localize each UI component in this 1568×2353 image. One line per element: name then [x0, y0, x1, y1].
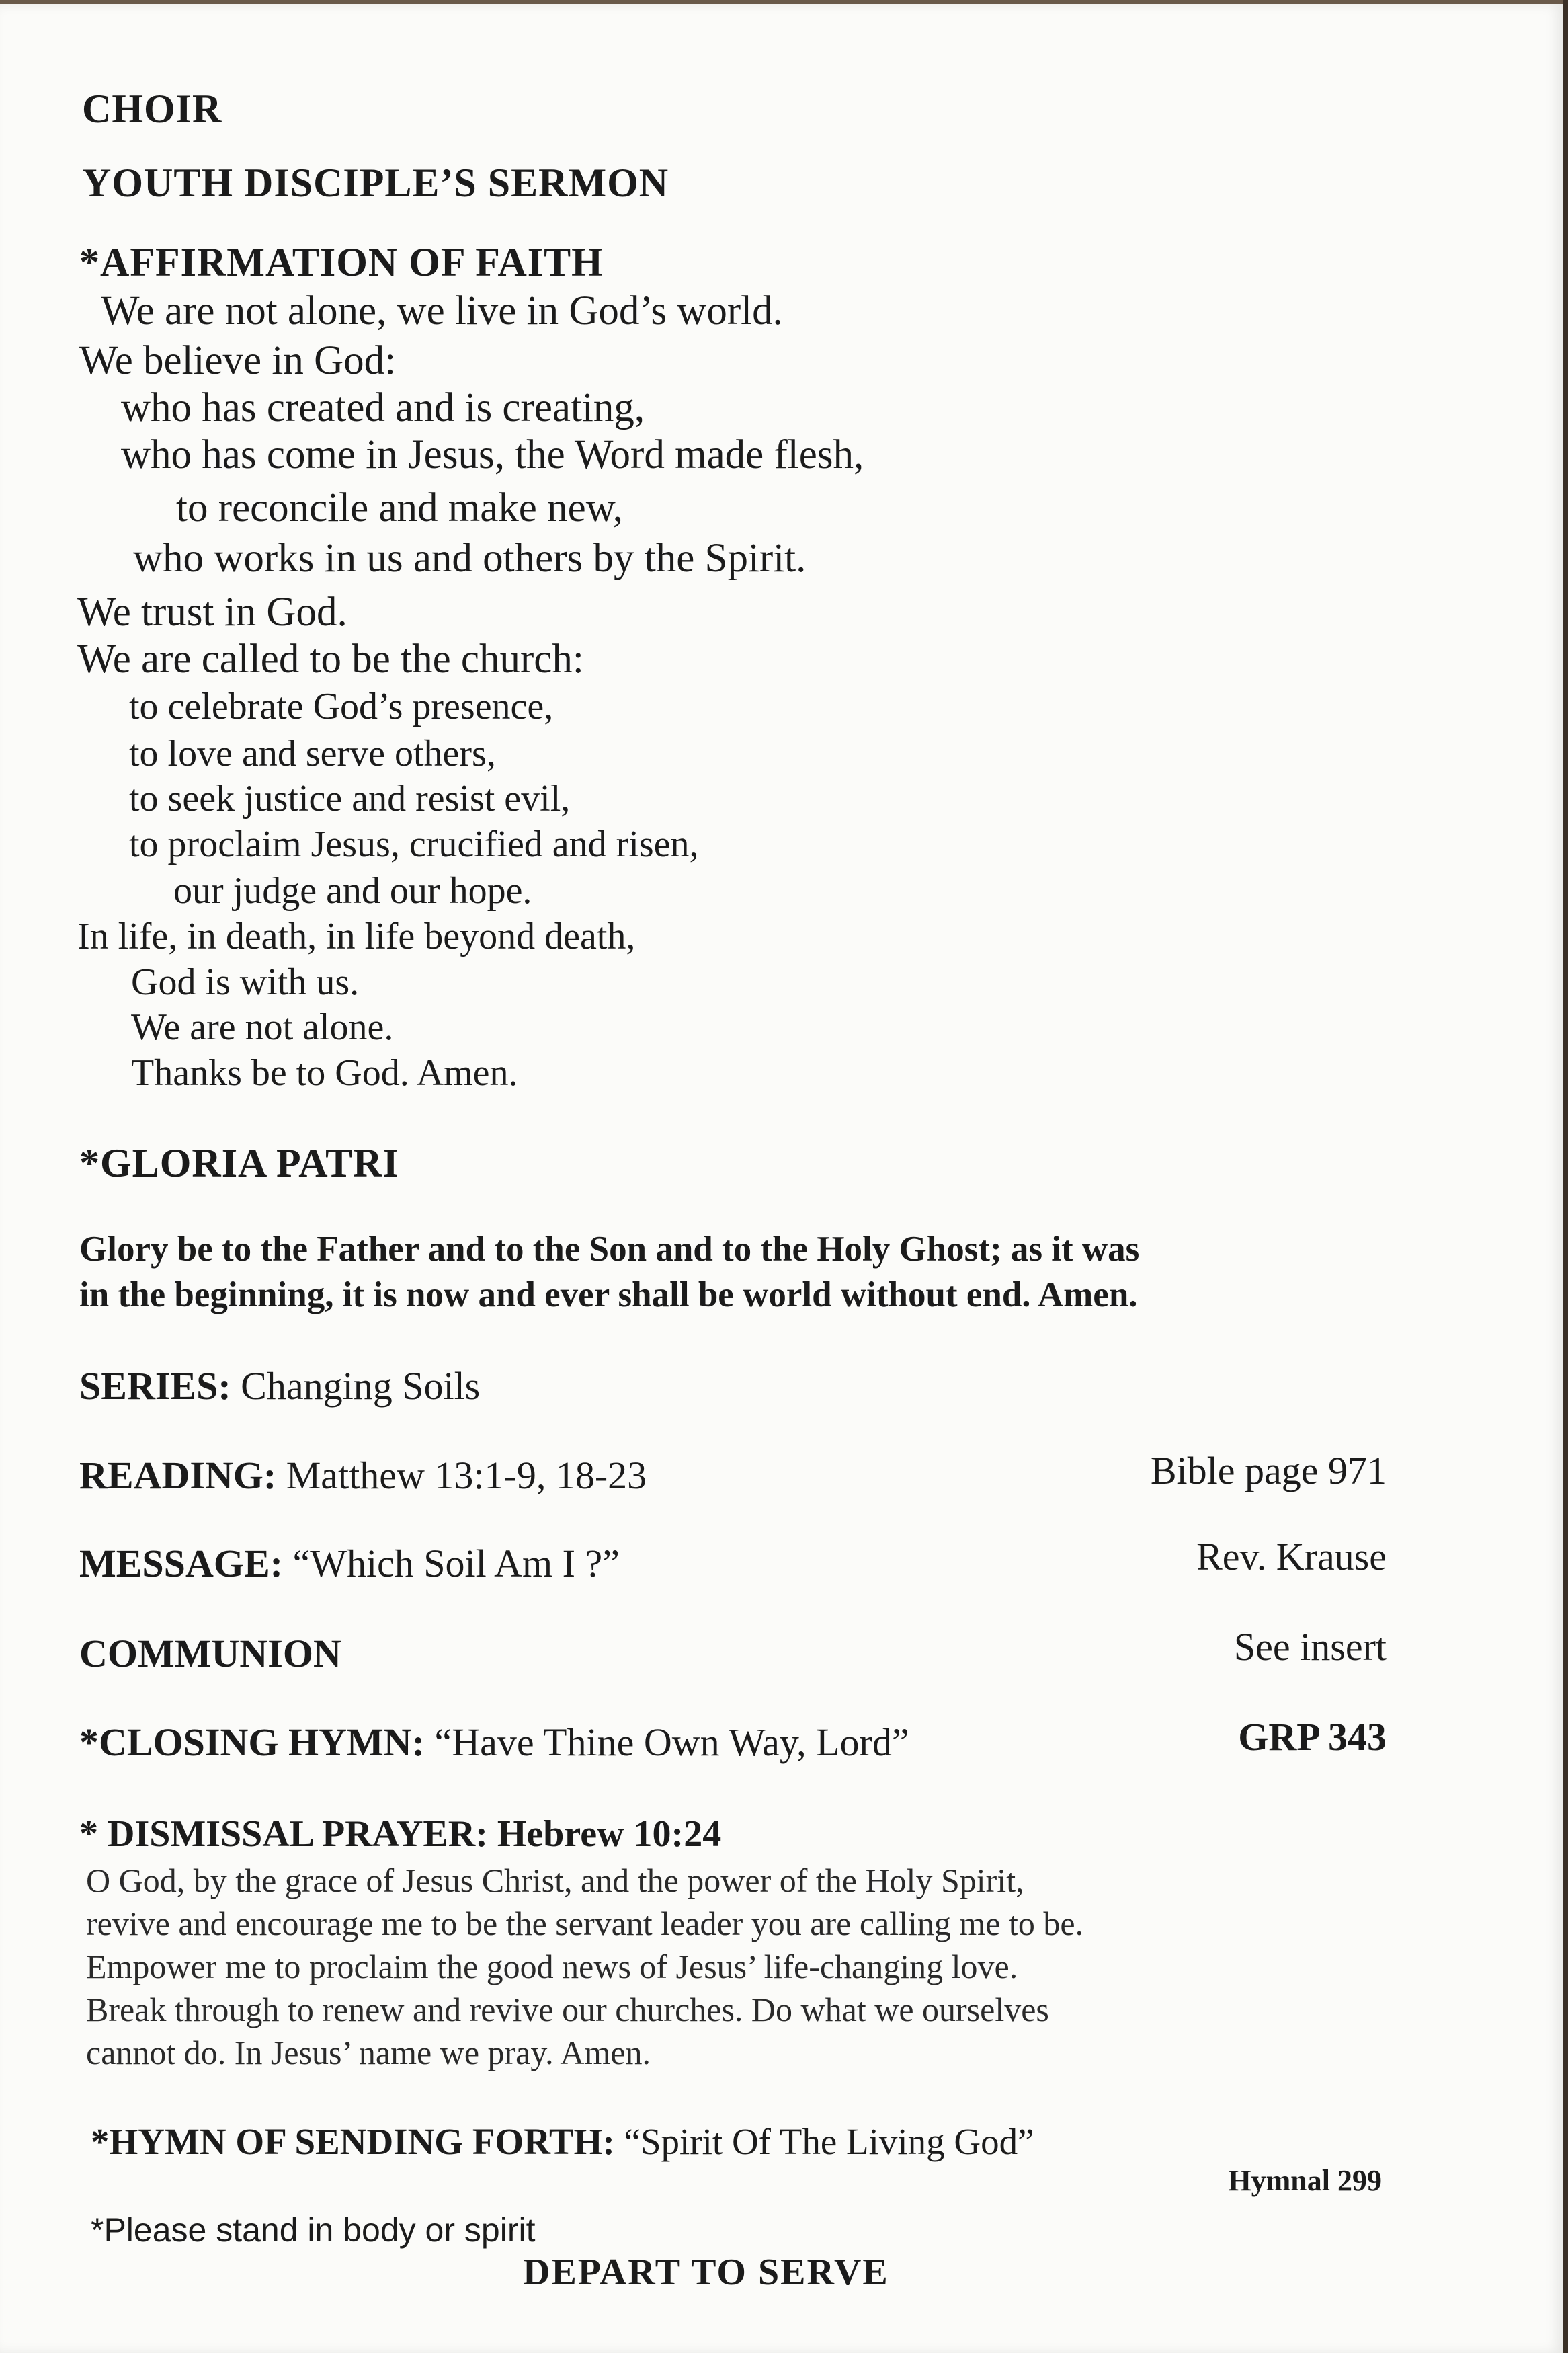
- youth-sermon-heading: YOUTH DISCIPLE’S SERMON: [82, 161, 669, 205]
- affirmation-line: Thanks be to God. Amen.: [131, 1052, 518, 1094]
- reading-bible-page: Bible page 971: [1150, 1449, 1387, 1492]
- sending-hymn-title: “Spirit Of The Living God”: [624, 2121, 1034, 2162]
- message-title: “Which Soil Am I ?”: [292, 1542, 620, 1585]
- dismissal-prayer-line: cannot do. In Jesus’ name we pray. Amen.: [86, 2034, 651, 2071]
- reading-row: [79, 1453, 647, 1498]
- background-edge-right: [1563, 0, 1568, 2353]
- sending-hymn-row: [91, 2120, 1034, 2163]
- affirmation-line: who works in us and others by the Spirit.: [133, 536, 807, 581]
- bulletin-page: [0, 4, 1563, 2353]
- sending-hymn-label: *HYMN OF SENDING FORTH:: [91, 2121, 615, 2162]
- reading-label: READING:: [79, 1453, 277, 1497]
- affirmation-line: We are not alone.: [131, 1006, 394, 1048]
- reading-value: Matthew 13:1-9, 18-23: [286, 1453, 647, 1497]
- affirmation-line: our judge and our hope.: [173, 870, 532, 912]
- affirmation-line: God is with us.: [131, 961, 360, 1003]
- gloria-text-line: in the beginning, it is now and ever shall be world without end. Amen.: [79, 1275, 1138, 1314]
- affirmation-line: In life, in death, in life beyond death,: [77, 916, 636, 957]
- affirmation-line: We trust in God.: [77, 590, 347, 635]
- affirmation-line: who has created and is creating,: [121, 385, 645, 430]
- dismissal-heading: * DISMISSAL PRAYER: Hebrew 10:24: [79, 1813, 722, 1855]
- affirmation-line: to proclaim Jesus, crucified and risen,: [129, 824, 699, 865]
- dismissal-prayer-line: O God, by the grace of Jesus Christ, and the power of the Holy Spirit,: [86, 1862, 1024, 1899]
- closing-hymn-row: [79, 1720, 909, 1765]
- series-row: [79, 1363, 480, 1408]
- standing-footnote: *Please stand in body or spirit: [91, 2211, 536, 2249]
- communion-label: COMMUNION: [79, 1632, 341, 1675]
- gloria-heading: *GLORIA PATRI: [79, 1141, 399, 1185]
- affirmation-line: to seek justice and resist evil,: [129, 778, 571, 820]
- affirmation-heading: *AFFIRMATION OF FAITH: [79, 240, 604, 284]
- affirmation-line: to celebrate God’s presence,: [129, 686, 554, 727]
- closing-hymn-title: “Have Thine Own Way, Lord”: [434, 1720, 909, 1764]
- affirmation-line: We are not alone, we live in God’s world.: [101, 288, 783, 333]
- affirmation-line: We believe in God:: [79, 338, 397, 383]
- gloria-text-line: Glory be to the Father and to the Son and to the Holy Ghost; as it was: [79, 1230, 1140, 1269]
- closing-hymn-label: *CLOSING HYMN:: [79, 1720, 425, 1764]
- message-row: [79, 1541, 620, 1586]
- dismissal-prayer-line: Break through to renew and revive our churches. Do what we ourselves: [86, 1991, 1049, 2028]
- affirmation-line: to reconcile and make new,: [176, 485, 624, 530]
- dismissal-prayer-line: revive and encourage me to be the servant leader you are calling me to be.: [86, 1905, 1084, 1942]
- depart-to-serve: DEPART TO SERVE: [523, 2251, 889, 2293]
- message-preacher: Rev. Krause: [1196, 1535, 1387, 1579]
- closing-hymn-number: GRP 343: [1238, 1715, 1387, 1759]
- series-label: SERIES:: [79, 1364, 231, 1408]
- affirmation-line: We are called to be the church:: [77, 637, 584, 682]
- affirmation-line: to love and serve others,: [129, 733, 496, 774]
- communion-note: See insert: [1233, 1625, 1387, 1669]
- series-value: Changing Soils: [241, 1364, 481, 1408]
- choir-heading: CHOIR: [82, 87, 222, 131]
- message-label: MESSAGE:: [79, 1542, 283, 1585]
- affirmation-line: who has come in Jesus, the Word made flesh,: [121, 432, 864, 477]
- sending-hymn-number: Hymnal 299: [1228, 2164, 1382, 2197]
- dismissal-prayer-line: Empower me to proclaim the good news of Jesus’ life-changing love.: [86, 1948, 1018, 1985]
